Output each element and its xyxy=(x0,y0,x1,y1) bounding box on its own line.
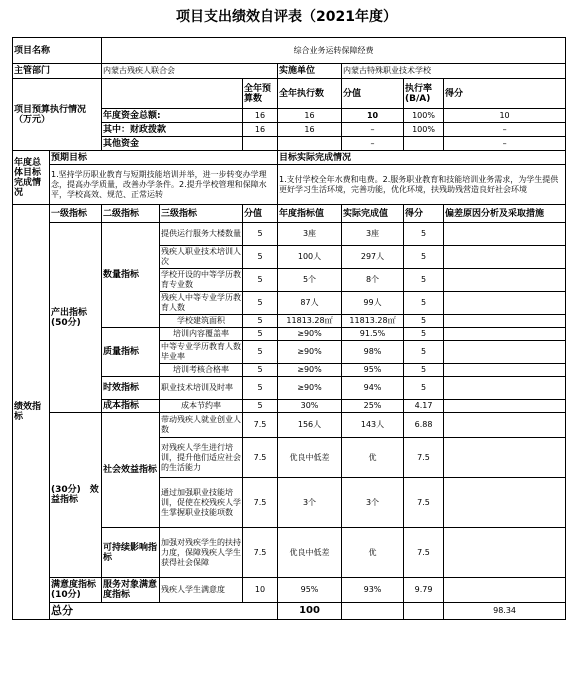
l2-sustain: 可持续影响指标 xyxy=(102,528,160,578)
table-row: 时效指标 职业技术培训及时率 5 ≥90% 94% 5 xyxy=(13,377,566,400)
total-row xyxy=(13,603,566,620)
l1-satisfaction: 满意度指标(10分) xyxy=(50,578,102,603)
goal-expected-header: 预期目标 xyxy=(50,151,278,165)
unit-value: 内蒙古特殊职业技术学校 xyxy=(342,64,566,79)
table-row: (30分) 效 益指标 社会效益指标 带动残疾人就业创业人数 7.5 156人 143人 6.88 xyxy=(13,413,566,438)
table-row: 可持续影响指标 加强对残疾学生的扶持力度，保障残疾人学生获得社会保障 7.5 优良中低差 优 7.5 xyxy=(13,528,566,578)
project-name-value: 综合业务运转保障经费 xyxy=(102,38,566,64)
evaluation-table xyxy=(12,37,566,620)
goal-header-row xyxy=(13,151,566,165)
table-row: 质量指标 培训内容覆盖率 5 ≥90% 91.5% 5 xyxy=(13,328,566,341)
table-row: 通过加强职业技能培训，促使在校残疾人学生掌握职业技能项数 7.5 3个 3个 7.5 xyxy=(13,478,566,528)
indicator-header-row: 绩效指标 一级指标 二级指标 三级指标 分值 年度指标值 实际完成值 得分 偏差原因分析及采取措施 xyxy=(13,205,566,223)
l2-time: 时效指标 xyxy=(102,377,160,400)
l2-cost: 成本指标 xyxy=(102,400,160,413)
funds-rate-header: 执行率(B/A) xyxy=(404,79,444,109)
dept-row xyxy=(13,64,566,79)
performance-label: 绩效指标 xyxy=(13,205,50,620)
funds-exec-header: 全年执行数 xyxy=(278,79,342,109)
table-row: 对残疾人学生进行培训，提升他们适应社会的生活能力 7.5 优良中低差 优 7.5 xyxy=(13,438,566,478)
table-row: 残疾人职业技术培训人次 5 100人 297人 5 xyxy=(13,246,566,269)
unit-label: 实施单位 xyxy=(278,64,342,79)
dept-label: 主管部门 xyxy=(13,64,102,79)
table-row: 学校开设的中等学历教育专业数 5 5个 8个 5 xyxy=(13,269,566,292)
funds-budget-header: 全年预算数 xyxy=(243,79,278,109)
funds-row: 年度资金总额: 16 16 10 100% 10 xyxy=(13,109,566,123)
total-score: 100 xyxy=(278,603,342,620)
table-row: 残疾人中等专业学历教育人数 5 87人 99人 5 xyxy=(13,292,566,315)
table-row: 满意度指标(10分) 服务对象满意度指标 残疾人学生满意度 10 95% 93% 9.79 xyxy=(13,578,566,603)
table-row: 学校建筑面积 5 11813.28㎡ 11813.28㎡ 5 xyxy=(13,315,566,328)
goal-actual-text: 1.支付学校全年水费和电费。2.服务职业教育和技能培训业务需求，为学生提供更好学习生活环境，完善功能，优化环境，扶残助残营造良好社会环境 xyxy=(278,165,566,205)
goal-actual-header: 目标实际完成情况 xyxy=(278,151,566,165)
funds-row: 其他资金 – – xyxy=(13,137,566,151)
table-row: 中等专业学历教育人数毕业率 5 ≥90% 98% 5 xyxy=(13,341,566,364)
funds-label: 项目预算执行情况 （万元） xyxy=(13,79,102,151)
funds-got-header: 得分 xyxy=(444,79,566,109)
total-label: 总分 xyxy=(50,603,278,620)
table-row: 培训考核合格率 5 ≥90% 95% 5 xyxy=(13,364,566,377)
table-row: 成本指标 成本节约率 5 30% 25% 4.17 xyxy=(13,400,566,413)
total-got: 98.34 xyxy=(444,603,566,620)
l2-quality: 质量指标 xyxy=(102,328,160,377)
dept-value: 内蒙古残疾人联合会 xyxy=(102,64,278,79)
goal-row xyxy=(13,165,566,205)
l2-service: 服务对象满意度指标 xyxy=(102,578,160,603)
funds-row: 其中：财政拨款 16 16 – 100% – xyxy=(13,123,566,137)
l2-quantity: 数量指标 xyxy=(102,223,160,328)
l2-social: 社会效益指标 xyxy=(102,413,160,528)
project-name-row xyxy=(13,38,566,64)
funds-header-row xyxy=(13,79,566,109)
goal-expected-text: 1.坚持学历职业教育与短期技能培训并举，进一步转变办学理念，提高办学质量，改善办学条件。2.提升学校管理和保障水平，学校高效、规范、正常运转 xyxy=(50,165,278,205)
goal-label: 年度总体目标完成情况 xyxy=(13,151,50,205)
l1-output: 产出指标 (50分) xyxy=(50,223,102,413)
l1-effect: (30分) 效 益指标 xyxy=(50,413,102,578)
page-title: 项目支出绩效自评表（2021年度） xyxy=(176,9,397,25)
project-name-label: 项目名称 xyxy=(13,38,102,64)
funds-score-header: 分值 xyxy=(342,79,404,109)
table-row: 产出指标 (50分) 数量指标 提供运行服务大楼数量 5 3座 3座 5 xyxy=(13,223,566,246)
